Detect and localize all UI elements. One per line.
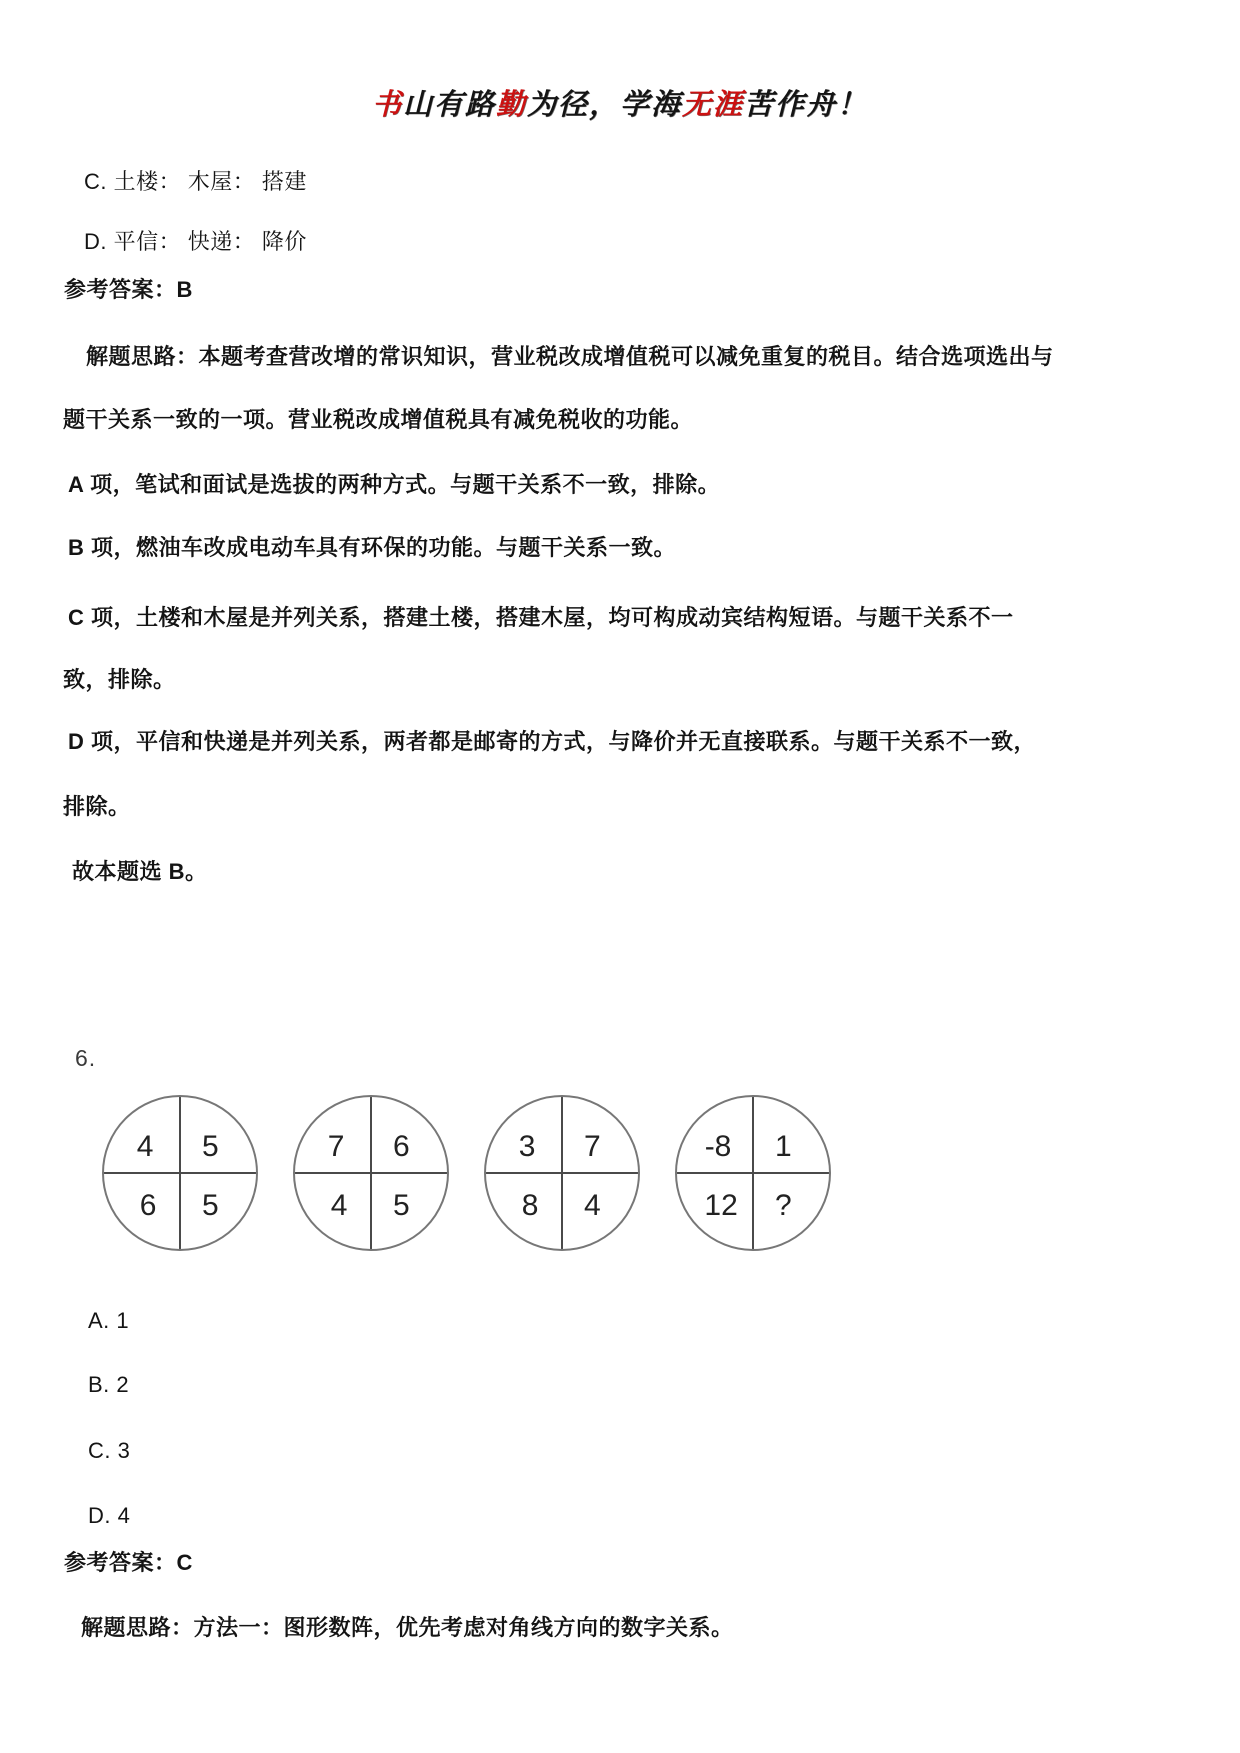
circle-horizontal-divider	[104, 1172, 256, 1174]
quadrant-value-br: ?	[775, 1189, 792, 1223]
q6-option-a: A. 1	[88, 1308, 130, 1333]
quadrant-value-tr: 7	[584, 1130, 601, 1164]
motto-segment: 勤	[495, 87, 527, 121]
quadrant-circle	[102, 1095, 258, 1251]
quadrant-value-tr: 6	[393, 1130, 410, 1164]
quadrant-value-br: 5	[202, 1189, 219, 1223]
quadrant-value-tl: 7	[327, 1130, 345, 1164]
q5-analysis-option-d: D 项，平信和快递是并列关系，两者都是邮寄的方式，与降价并无直接联系。与题干关系不一致，	[68, 729, 1037, 754]
q5-analysis-option-a: A 项，笔试和面试是选拔的两种方式。与题干关系不一致，排除。	[68, 472, 721, 497]
q6-analysis-line: 解题思路：方法一：图形数阵，优先考虑对角线方向的数字关系。	[81, 1615, 734, 1640]
motto-segment: 山有路	[402, 87, 496, 121]
q5-analysis-option-c: C 项，土楼和木屋是并列关系，搭建土楼，搭建木屋，均可构成动宾结构短语。与题干关系不一	[68, 605, 1014, 630]
quadrant-value-tl: 4	[136, 1130, 154, 1164]
q5-analysis-option-d-cont: 排除。	[63, 794, 131, 819]
number-circles-figure	[102, 1095, 831, 1251]
header-motto	[0, 82, 1240, 123]
q6-option-b: B. 2	[88, 1372, 130, 1397]
q5-analysis-line-1: 解题思路：本题考查营改增的常识知识，营业税改成增值税可以减免重复的税目。结合选项选出与	[86, 344, 1054, 369]
motto-segment: 为径，	[526, 87, 620, 121]
quadrant-value-br: 4	[584, 1189, 601, 1223]
quadrant-circle	[293, 1095, 449, 1251]
q5-option-c: C. 土楼： 木屋： 搭建	[84, 169, 307, 194]
circle-horizontal-divider	[677, 1172, 829, 1174]
quadrant-circle	[484, 1095, 640, 1251]
circle-horizontal-divider	[295, 1172, 447, 1174]
q5-analysis-line-2: 题干关系一致的一项。营业税改成增值税具有减免税收的功能。	[63, 407, 694, 432]
quadrant-value-br: 5	[393, 1189, 410, 1223]
quadrant-value-bl: 8	[521, 1189, 539, 1223]
quadrant-value-tl: -8	[704, 1130, 732, 1164]
motto-segment: 无涯	[682, 87, 745, 121]
motto-segment: 苦作舟！	[744, 87, 869, 121]
quadrant-value-tr: 1	[775, 1130, 792, 1164]
q5-option-d: D. 平信： 快递： 降价	[84, 229, 307, 254]
quadrant-value-tr: 5	[202, 1130, 219, 1164]
motto-segment: 学海	[620, 87, 683, 121]
q5-analysis-option-c-cont: 致，排除。	[63, 667, 176, 692]
quadrant-value-bl: 12	[704, 1189, 738, 1223]
motto-segment: 书	[371, 87, 403, 121]
q6-option-c: C. 3	[88, 1438, 131, 1463]
q6-question-number: 6.	[75, 1045, 97, 1071]
quadrant-value-bl: 4	[330, 1189, 348, 1223]
q5-analysis-option-b: B 项，燃油车改成电动车具有环保的功能。与题干关系一致。	[68, 535, 677, 560]
q6-reference-answer: 参考答案：C	[64, 1550, 193, 1575]
quadrant-value-bl: 6	[139, 1189, 157, 1223]
circle-horizontal-divider	[486, 1172, 638, 1174]
q5-analysis-conclusion: 故本题选 B。	[72, 859, 208, 884]
q6-option-d: D. 4	[88, 1503, 131, 1528]
quadrant-value-tl: 3	[518, 1130, 536, 1164]
q5-reference-answer: 参考答案：B	[64, 277, 193, 302]
quadrant-circle	[675, 1095, 831, 1251]
